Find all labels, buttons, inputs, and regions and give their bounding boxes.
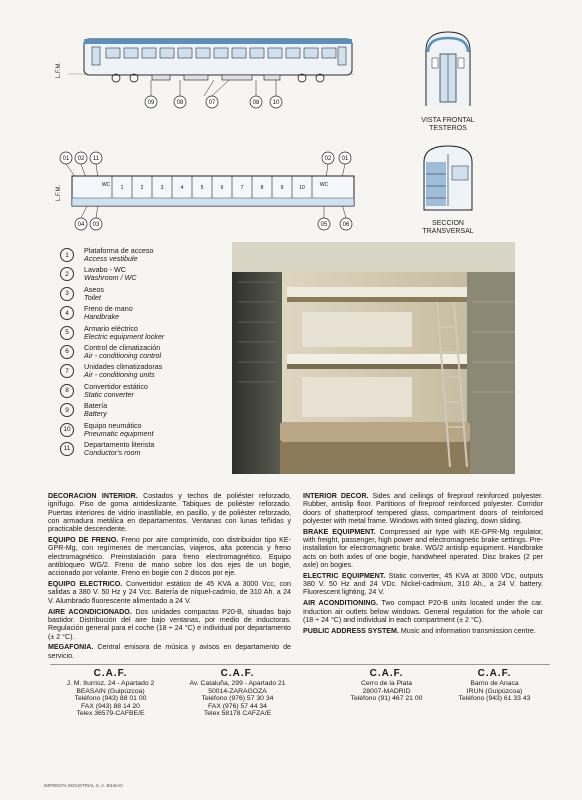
address-line: Teléfono (943) 61 33 43	[458, 695, 531, 703]
legend-item	[60, 422, 230, 441]
legend-label-es: Armario eléctrico	[84, 323, 138, 333]
office-address	[324, 668, 449, 703]
address-line: Telex 58178 CAFZA/E	[203, 710, 272, 718]
legend-number: 6	[60, 345, 74, 359]
legend-label-es: Convertidor estático	[84, 381, 148, 391]
legend-label-es: Control de climatización	[84, 342, 161, 352]
printer-credit: IMPRENTA INDUSTRIAL S. A. BILBAO	[44, 783, 123, 788]
spanish-specs-column	[48, 492, 291, 663]
section-view-diagram	[418, 142, 478, 214]
legend-list	[60, 247, 230, 460]
legend-text	[84, 422, 154, 438]
spec-paragraph	[303, 627, 543, 635]
legend-item	[60, 286, 230, 305]
legend-label-en: Washroom / WC	[84, 273, 137, 283]
legend-text	[84, 305, 133, 321]
callout-text: 01	[62, 156, 70, 162]
legend-item	[60, 325, 230, 344]
spec-heading: EQUIPO DE FRENO.	[48, 536, 119, 545]
legend-text	[84, 363, 162, 379]
compartment-number: 8	[260, 185, 264, 191]
legend-number: 3	[60, 287, 74, 301]
address-line: Av. Cataluña, 299 - Apartado 21	[189, 680, 286, 687]
company-name: C.A.F.	[93, 668, 128, 679]
callout-text: 07	[208, 100, 216, 106]
spec-heading: EQUIPO ELECTRICO.	[48, 580, 123, 589]
legend-label-es: Unidades climatizadoras	[84, 362, 163, 372]
wc-label: WC	[319, 182, 329, 188]
address-line: Telex 36579-CAFBE/E	[76, 710, 145, 718]
spec-body: Costados y techos de poliéster reforzado, ignífugo. Piso de goma antideslizante. Tabiques de poliéster reforzado. Puertas interiores de vidrio inastillable, en pasillo, y de poliéster reforzado, con armadura metálica en departamentos. Ventanas con lunas teñidas y practicable descendente.	[48, 492, 291, 534]
legend-text	[84, 402, 107, 418]
spec-paragraph	[303, 599, 543, 624]
legend-item	[60, 344, 230, 363]
compartment-number: 1	[120, 185, 124, 191]
spec-heading: DECORACION INTERIOR.	[48, 492, 138, 500]
legend-text	[84, 325, 164, 341]
legend-text	[84, 344, 161, 360]
legend-number: 1	[60, 248, 74, 262]
legend-label-en: Pneumatic equipment	[84, 428, 154, 438]
legend-label-en: Static converter	[84, 389, 134, 399]
callout-text: 08	[176, 100, 184, 106]
callout-text: 03	[92, 222, 100, 228]
compartment-number: 7	[240, 185, 244, 191]
address-line: 28007-MADRID	[362, 687, 411, 695]
callout-text: 02	[324, 156, 332, 162]
callout-text: 06	[342, 222, 350, 228]
spec-paragraph	[48, 643, 291, 660]
legend-text	[84, 286, 104, 302]
office-address	[432, 668, 557, 703]
spec-body: Central emisora de música y avisos en departamento de servicio.	[48, 643, 291, 660]
footer-divider	[50, 664, 550, 665]
legend-label-en: Access vestibule	[84, 254, 138, 263]
legend-label-en: Conductor's room	[84, 447, 141, 457]
address-line: Teléfono (943) 88 01 00	[74, 695, 147, 703]
address-line: 50014-ZARAGOZA	[208, 687, 267, 695]
legend-number: 11	[60, 442, 74, 456]
spec-body: Sides and ceilings of fireproof reinforced polyester. Rubber, antislip floor. Partitions of fireproof reinforced polyester. Corridor doors of shatterproof tempered glass, compartment doors of reinforced polyester with metal frame. Windows with tinted glazing, down sliding.	[303, 492, 544, 525]
legend-label-es: Equipo neumático	[84, 420, 142, 430]
side-elevation-diagram	[54, 30, 364, 110]
spec-heading: BRAKE EQUIPMENT.	[303, 527, 376, 536]
legend-item	[60, 305, 230, 324]
section-view-caption	[408, 220, 488, 236]
address-line: Teléfono (976) 57 30 34	[201, 695, 274, 703]
spec-paragraph	[48, 492, 291, 533]
spec-heading: AIR ACONDITIONING.	[303, 599, 378, 608]
address-line: IRUN (Guipúzcoa)	[466, 687, 523, 695]
callout-text: 08	[252, 100, 260, 106]
legend-number: 8	[60, 384, 74, 398]
address-line: FAX (943) 88 14 20	[81, 702, 140, 710]
company-name: C.A.F.	[477, 668, 512, 679]
legend-number: 9	[60, 403, 74, 417]
legend-number: 5	[60, 326, 74, 340]
legend-label-es: Freno de mano	[84, 304, 133, 314]
legend-item	[60, 247, 230, 266]
legend-text	[84, 266, 137, 282]
legend-label-es: Plataforma de acceso	[84, 246, 154, 255]
spec-body: Freno por aire comprimido, con distribuidor tipo KE-GPR-Mg, con regímenes de mercancías, viajeros, alta potencia y freno electromagnético. Preinstalación para freno electromagnético. Equipo antibloqueo WG/2. Freno de mano sobre los dos ejes de un bogie, accionado por volante. Freno en bogie con 2 discos por eje.	[48, 536, 291, 578]
legend-label-es: Aseos	[84, 284, 104, 294]
spec-body: Dos unidades compactas P20-B, situadas bajo bastidor. Distribución del aire bajo ventanas, por medio de inductoras. Regulación general para el coche (18 ÷ 24 °C) e individual por departamento (± 2 °C).	[48, 607, 291, 641]
front-view-caption-line1: VISTA FRONTAL	[421, 117, 475, 124]
spec-paragraph	[303, 492, 543, 525]
address-line: FAX (976) 57 44 34	[208, 702, 267, 710]
legend-label-en: Air - conditioning units	[84, 370, 155, 380]
callout-text: 02	[77, 156, 85, 162]
spec-body: Static converter, 45 KVA at 3000 VDc, outputs 380 V. 50 Hz and 24 VDc. Nickel-cadmium, 310 Ah., a 24 V. battery. Fluorescent lighting, 24 V.	[303, 571, 543, 597]
office-address	[48, 668, 173, 718]
address-line: Teléfono (91) 467 21 00	[350, 695, 423, 703]
compartment-number: 9	[280, 185, 284, 191]
legend-label-en: Air - conditioning control	[84, 350, 162, 360]
spec-paragraph	[48, 580, 291, 605]
lfm-label: L.F.M.	[56, 61, 62, 79]
spec-body: Music and information transmission centre.	[398, 626, 536, 635]
spec-body: Two compact P20-B units located under the car. Induction air outlets below windows. General regulation for the whole car (18 ÷ 24 °C) and individual in each compartment (± 2 °C).	[303, 599, 543, 624]
legend-item	[60, 266, 230, 285]
spec-heading: INTERIOR DECOR.	[303, 492, 369, 500]
legend-number: 2	[60, 267, 74, 281]
front-view-diagram	[418, 28, 478, 108]
spec-paragraph	[48, 536, 291, 577]
callout-text: 01	[341, 156, 349, 162]
section-caption-line2: TRANSVERSAL	[422, 228, 474, 235]
company-name: C.A.F.	[369, 668, 404, 679]
legend-label-en: Toilet	[84, 292, 101, 302]
lfm-label: L.F.M.	[56, 184, 62, 202]
legend-label-es: Lavabo - WC	[84, 265, 126, 275]
spec-heading: MEGAFONIA.	[48, 643, 94, 652]
legend-item	[60, 363, 230, 382]
plan-view-diagram	[54, 148, 364, 234]
legend-label-es: Departamento literista	[84, 439, 155, 449]
spec-heading: AIRE ACONDICIONADO.	[48, 607, 132, 616]
callout-text: 09	[147, 100, 155, 106]
legend-number: 4	[60, 306, 74, 320]
address-line: Barrio de Anaca	[470, 680, 519, 687]
section-caption-line1: SECCION	[432, 220, 464, 227]
compartment-interior-photo	[232, 242, 515, 474]
legend-text	[84, 441, 154, 457]
legend-label-es: Batería	[84, 401, 108, 411]
compartment-number: 2	[140, 185, 144, 191]
callout-text: 10	[272, 100, 280, 106]
spec-paragraph	[303, 572, 543, 597]
legend-label-en: Battery	[84, 409, 107, 419]
legend-item	[60, 402, 230, 421]
callout-text: 11	[92, 156, 100, 162]
wc-label: WC	[101, 182, 111, 188]
address-line: J. M. Iturrioz, 24 - Apartado 2	[66, 680, 155, 687]
spec-body: Compressed air type with KE-GPR-Mg regulator, with freight, passenger, high power and electromagnetic brake settings. Pre-installation for electromagnetic brake. WG/2 antislip equipment. Handbrake acts on both axles of one bogie, handwheel operated. Disc brakes (2 per axle) on bogies.	[303, 527, 543, 569]
address-line: Cerro de la Plata	[360, 680, 412, 687]
legend-number: 7	[60, 364, 74, 378]
legend-text	[84, 383, 148, 399]
compartment-number: 10	[299, 185, 305, 191]
callout-text: 04	[77, 222, 85, 228]
address-line: BEASAIN (Guipúzcoa)	[76, 687, 145, 695]
company-name: C.A.F.	[220, 668, 255, 679]
legend-label-en: Electric equipment locker	[84, 331, 165, 341]
front-view-caption	[408, 117, 488, 133]
english-specs-column	[303, 492, 543, 638]
compartment-number: 3	[160, 185, 164, 191]
spec-heading: ELECTRIC EQUIPMENT.	[303, 571, 386, 580]
legend-label-en: Handbrake	[84, 312, 120, 322]
spec-paragraph	[48, 608, 291, 641]
front-view-caption-line2: TESTEROS	[429, 125, 467, 132]
legend-item	[60, 383, 230, 402]
callout-text: 05	[320, 222, 328, 228]
spec-heading: PUBLIC ADDRESS SYSTEM.	[303, 626, 399, 635]
legend-item	[60, 441, 230, 460]
legend-number: 10	[60, 423, 74, 437]
office-address	[175, 668, 300, 718]
compartment-number: 4	[180, 185, 184, 191]
legend-text	[84, 247, 154, 263]
compartment-number: 6	[220, 185, 224, 191]
spec-body: Convertidor estático de 45 KVA a 3000 Vcc, con salidas a 380 V. 50 Hz y 24 Vcc. Batería de níquel-cadmio, de 310 Ah. a 24 V. Alumbrado fluorescente alimentado a 24 V.	[48, 580, 291, 605]
compartment-number: 5	[200, 185, 204, 191]
spec-paragraph	[303, 528, 543, 569]
